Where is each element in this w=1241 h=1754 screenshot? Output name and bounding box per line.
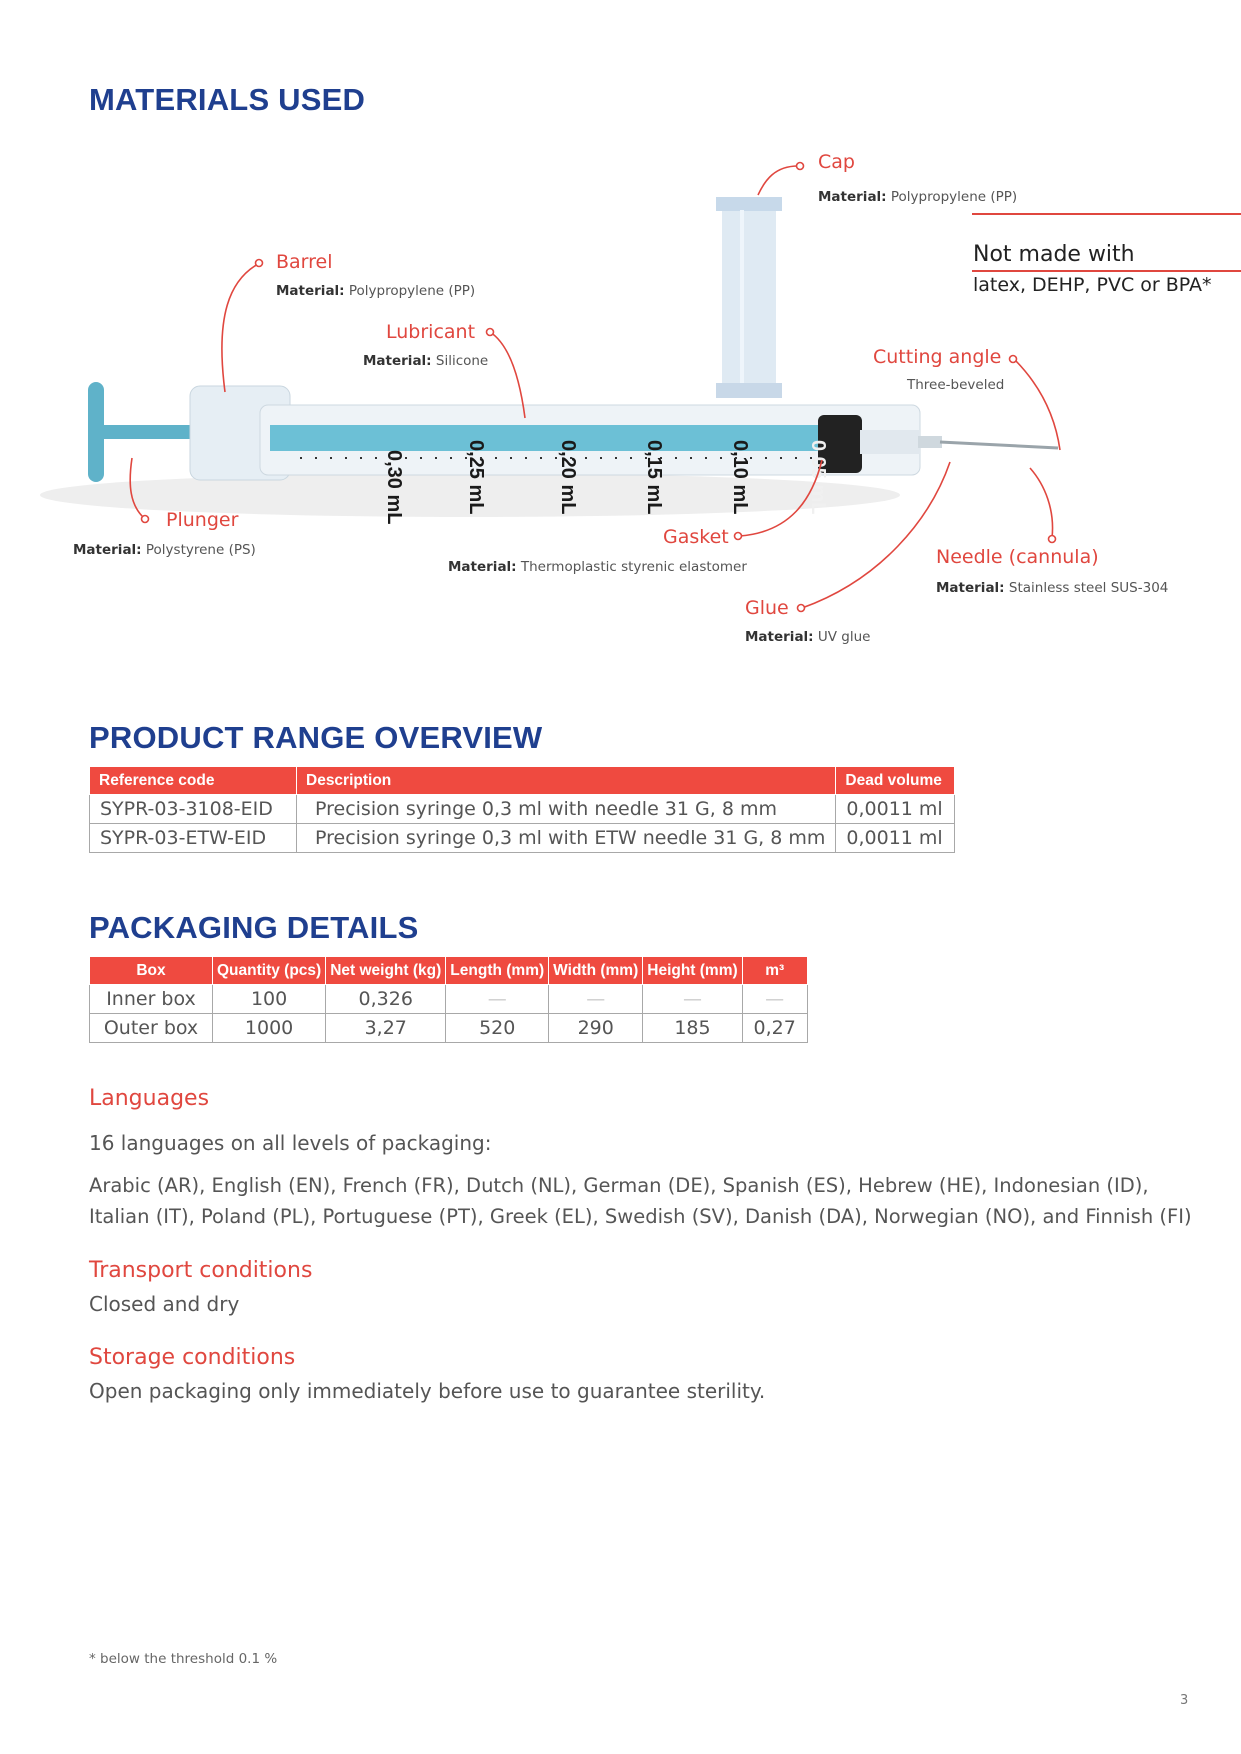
height: 185 [643,1014,742,1043]
col-height: Height (mm) [643,957,742,985]
volume: — [742,985,807,1014]
reference-code: SYPR-03-ETW-EID [90,824,297,853]
gasket-material: Material: Thermoplastic styrenic elastomer [448,559,747,575]
needle-leader [1030,468,1053,538]
table-row [90,985,808,1014]
languages-list-line2: Italian (IT), Poland (PL), Portuguese (PT), Greek (EL), Swedish (SV), Danish (DA), Norwegian (NO), and Finnish (FI) [89,1205,1192,1228]
product-range-table [89,766,955,853]
packaging-header-row [90,957,808,985]
quantity: 100 [213,985,326,1014]
height: — [643,985,742,1014]
scale-label-005: 0,05 mL [807,440,829,515]
net-weight: 0,326 [326,985,446,1014]
cutting-angle-leader [1014,359,1060,450]
table-row [90,1014,808,1043]
needle-shaft [940,442,1058,448]
transport-text: Closed and dry [89,1292,240,1316]
footnote: * below the threshold 0.1 % [89,1651,278,1667]
notice-line1: Not made with [973,242,1135,267]
plunger-material: Material: Polystyrene (PS) [73,542,256,558]
col-description: Description [297,767,836,795]
width: — [549,985,643,1014]
product-range-header-row [90,767,955,795]
description: Precision syringe 0,3 ml with needle 31 G, 8 mm [297,795,836,824]
plunger-rod [104,425,194,439]
table-row [90,824,955,853]
languages-intro: 16 languages on all levels of packaging: [89,1131,492,1155]
product-range-heading: PRODUCT RANGE OVERVIEW [89,720,543,755]
page-number: 3 [1180,1693,1189,1708]
col-reference-code: Reference code [90,767,297,795]
reference-code: SYPR-03-3108-EID [90,795,297,824]
width: 290 [549,1014,643,1043]
gasket-label: Gasket [663,526,729,548]
scale-label-015: 0,15 mL [643,440,665,515]
packaging-heading: PACKAGING DETAILS [89,910,419,945]
dead-volume: 0,0011 ml [836,795,955,824]
cap-leader [758,166,798,195]
languages-heading: Languages [89,1086,210,1111]
cutting-angle-label: Cutting angle [873,346,1002,368]
languages-list-line1: Arabic (AR), English (EN), French (FR), Dutch (NL), German (DE), Spanish (ES), Hebrew (HE), Indonesian (ID), [89,1174,1149,1197]
scale-label-030: 0,30 mL [383,450,405,525]
scale-label-020: 0,20 mL [557,440,579,515]
box-name: Inner box [90,985,213,1014]
cutting-angle-note: Three-beveled [907,377,1005,393]
scale-label-025: 0,25 mL [465,440,487,515]
col-length: Length (mm) [446,957,549,985]
scale-label-010: 0,10 mL [729,440,751,515]
barrel-label: Barrel [276,251,333,273]
cap-label: Cap [818,151,855,173]
plunger-label: Plunger [166,509,239,531]
col-box: Box [90,957,213,985]
transport-heading: Transport conditions [89,1258,313,1283]
barrel-leader [222,264,258,392]
needle-material: Material: Stainless steel SUS-304 [936,580,1169,596]
length: 520 [446,1014,549,1043]
quantity: 1000 [213,1014,326,1043]
volume: 0,27 [742,1014,807,1043]
table-row [90,795,955,824]
plunger-flange [88,382,104,482]
col-width: Width (mm) [549,957,643,985]
cap-body [722,197,776,397]
cap-rim [716,197,782,211]
glue-material: Material: UV glue [745,629,871,645]
lubricant-material: Material: Silicone [363,353,489,369]
lubricant-label: Lubricant [386,321,476,343]
box-name: Outer box [90,1014,213,1043]
length: — [446,985,549,1014]
needle-hub [918,436,942,448]
col-dead-volume: Dead volume [836,767,955,795]
description: Precision syringe 0,3 ml with ETW needle 31 G, 8 mm [297,824,836,853]
col-volume: m³ [742,957,807,985]
storage-heading: Storage conditions [89,1345,296,1370]
net-weight: 3,27 [326,1014,446,1043]
col-net-weight: Net weight (kg) [326,957,446,985]
col-quantity: Quantity (pcs) [213,957,326,985]
materials-heading: MATERIALS USED [89,82,366,117]
glue-label: Glue [745,597,789,619]
storage-text: Open packaging only immediately before use to guarantee sterility. [89,1379,766,1403]
packaging-table [89,956,808,1043]
needle-label: Needle (cannula) [936,546,1099,568]
notice-line2: latex, DEHP, PVC or BPA* [973,274,1212,296]
barrel-material: Material: Polypropylene (PP) [276,283,476,299]
dead-volume: 0,0011 ml [836,824,955,853]
cap-material: Material: Polypropylene (PP) [818,189,1018,205]
